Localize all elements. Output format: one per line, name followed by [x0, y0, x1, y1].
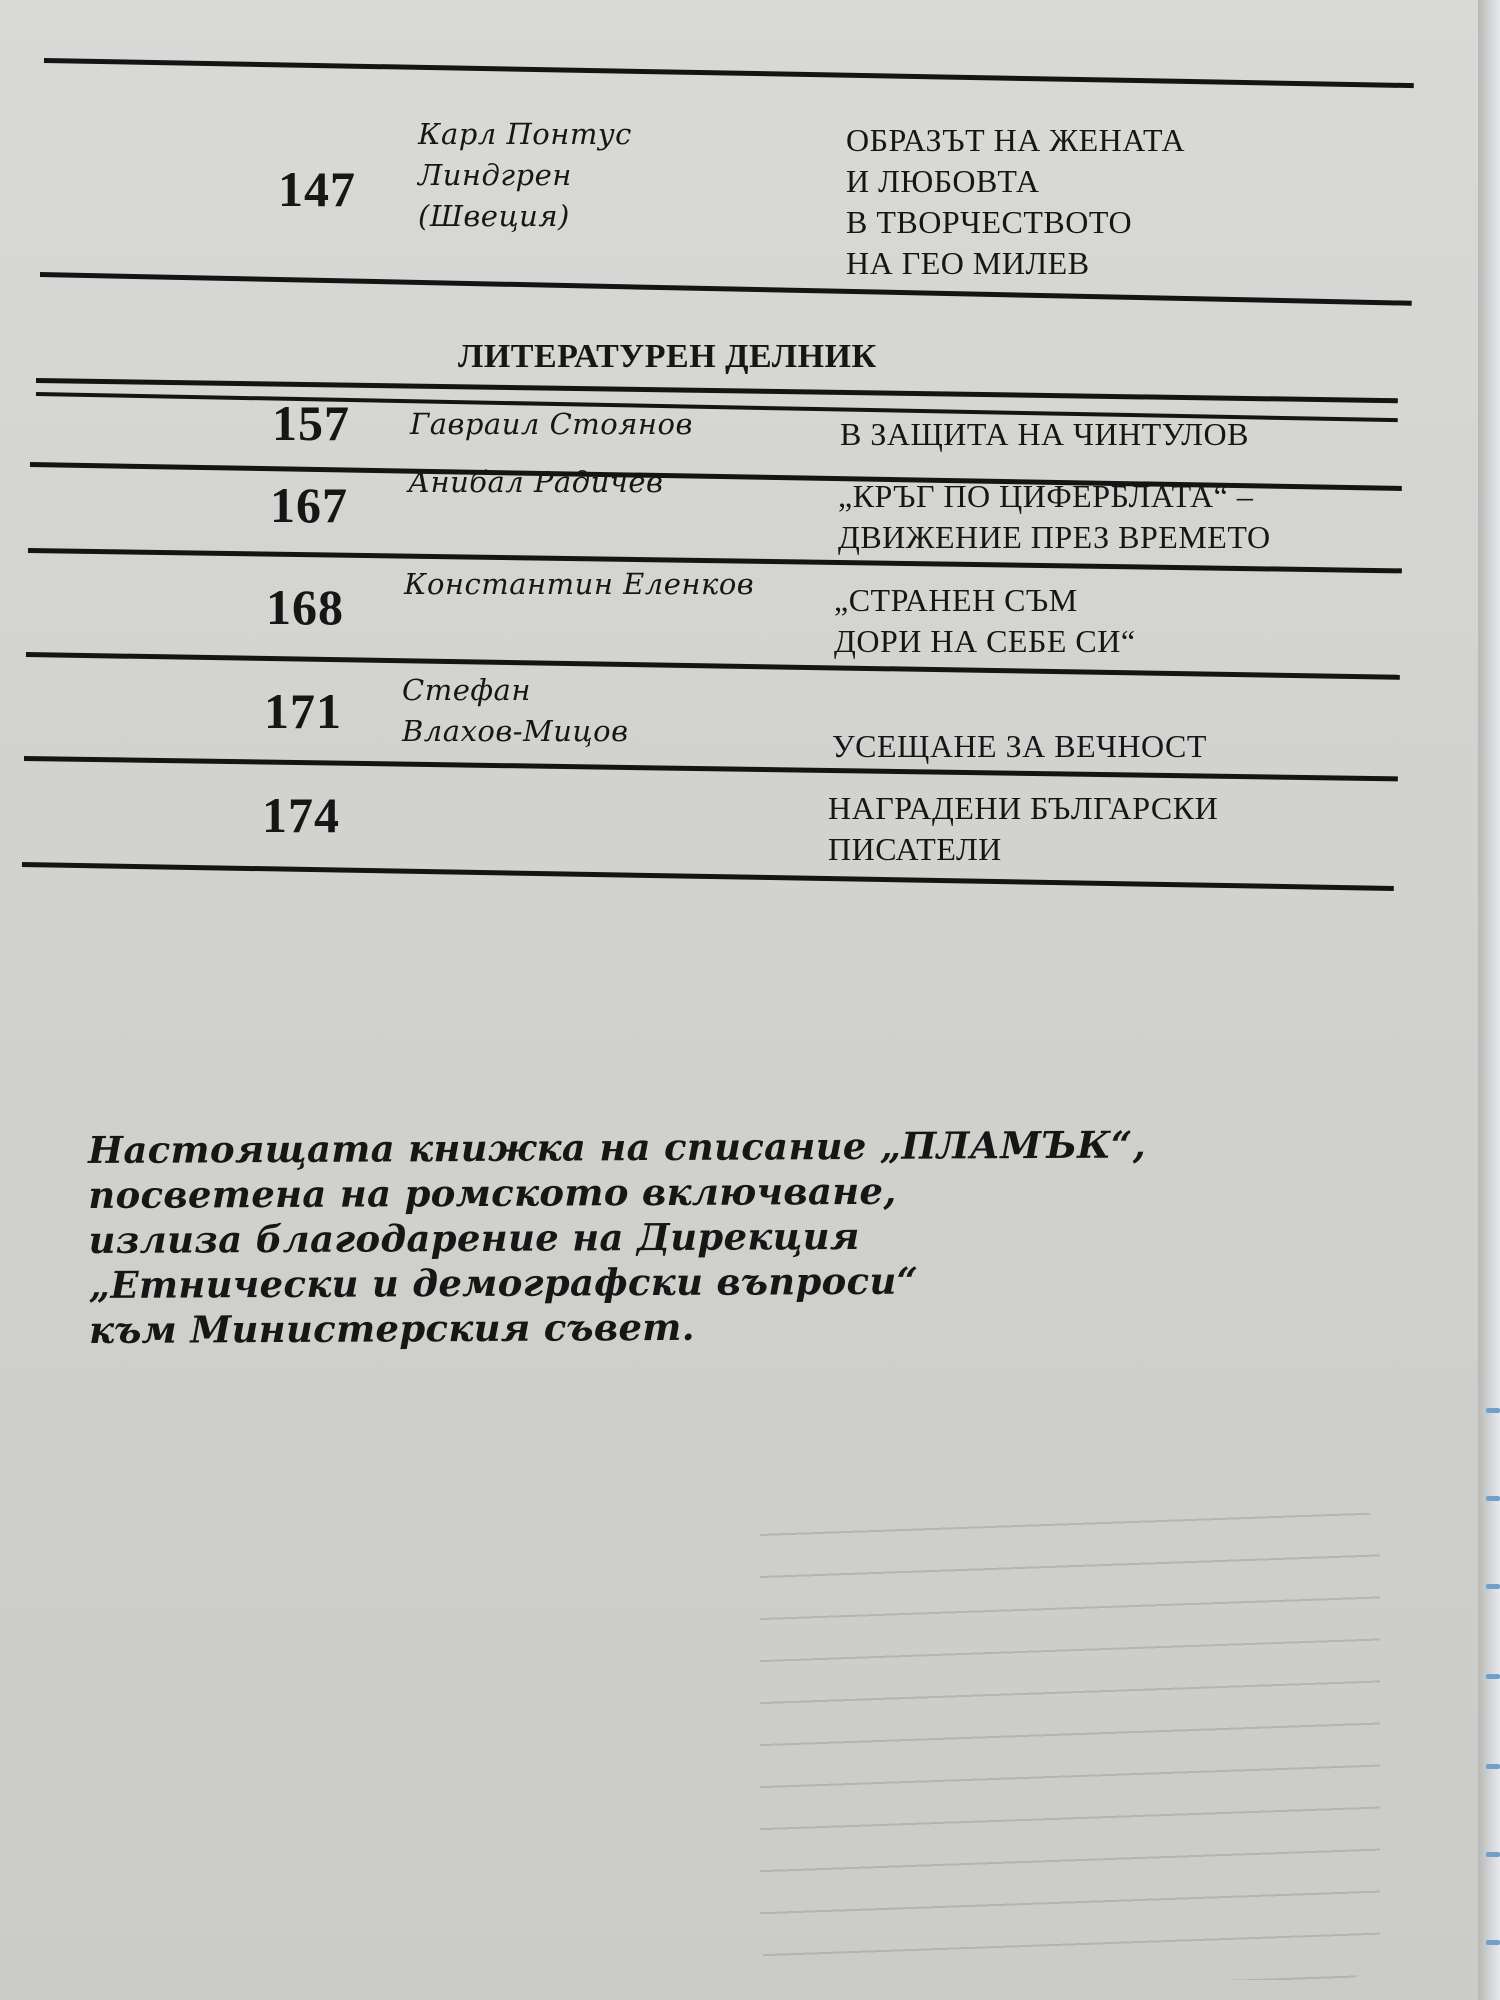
entry-number: 168: [266, 579, 344, 635]
bleed-through-text: [760, 1500, 1380, 1980]
entry-author: Карл Понтус Линдгрен (Швеция): [418, 117, 632, 233]
notebook-edge: [1478, 0, 1500, 2000]
entry-author: Константин Еленков: [404, 567, 755, 601]
entry-number: 171: [264, 683, 342, 739]
spiral-mark: [1486, 1940, 1500, 1945]
entry-number: 167: [270, 477, 348, 533]
entry-title: ОБРАЗЪТ НА ЖЕНАТА И ЛЮБОВТА В ТВОРЧЕСТВОТО НА ГЕО МИЛЕВ: [846, 122, 1186, 281]
entry-title: „КРЪГ ПО ЦИФЕРБЛАТА“ – ДВИЖЕНИЕ ПРЕЗ ВРЕМЕТО: [838, 478, 1271, 555]
spiral-mark: [1486, 1674, 1500, 1679]
entry-author: Анибал Радичев: [408, 465, 664, 499]
entry-title: НАГРАДЕНИ БЪЛГАРСКИ ПИСАТЕЛИ: [828, 790, 1219, 867]
entry-number: 157: [272, 395, 350, 451]
entry-title: „СТРАНЕН СЪМ ДОРИ НА СЕБЕ СИ“: [834, 582, 1136, 659]
entry-author: Гавраил Стоянов: [410, 407, 693, 441]
sponsor-note: Настоящата книжка на списание „ПЛАМЪК“, посветена на ромското включване, излиза благодарение на Дирекция „Етнически и демографски въпроси“ към Министерския съвет.: [88, 1122, 1146, 1352]
entry-number: 174: [262, 787, 340, 843]
rule-after-168: [26, 652, 1400, 680]
entry-number: 147: [278, 161, 356, 217]
rule-top: [44, 58, 1414, 88]
spiral-mark: [1486, 1852, 1500, 1857]
entry-title: УСЕЩАНЕ ЗА ВЕЧНОСТ: [832, 728, 1207, 764]
spiral-mark: [1486, 1764, 1500, 1769]
spiral-mark: [1486, 1584, 1500, 1589]
spiral-mark: [1486, 1496, 1500, 1501]
entry-author: Стефан Влахов-Мицов: [402, 673, 629, 748]
rule-after-147: [40, 272, 1412, 306]
spiral-mark: [1486, 1408, 1500, 1413]
section-heading: ЛИТЕРАТУРЕН ДЕЛНИК: [458, 338, 877, 375]
entry-title: В ЗАЩИТА НА ЧИНТУЛОВ: [840, 416, 1249, 452]
